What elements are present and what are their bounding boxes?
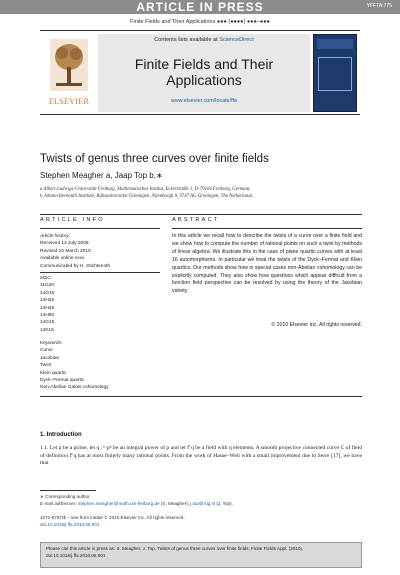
sciencedirect-link[interactable]: ScienceDirect bbox=[219, 37, 254, 43]
abstract-rule bbox=[172, 228, 362, 229]
msc-code: 14G15 bbox=[40, 320, 55, 326]
contents-prefix: Contents lists available at bbox=[154, 37, 220, 43]
email-addresses bbox=[40, 501, 362, 507]
msc-code: 14G15 bbox=[40, 290, 55, 296]
banner-title: ARTICLE IN PRESS bbox=[136, 0, 264, 14]
cover-band bbox=[317, 39, 353, 49]
cover-art bbox=[318, 57, 352, 91]
journal-url-link[interactable]: www.elsevier.com/locate/ffa bbox=[170, 98, 238, 104]
msc-code: 14H50 bbox=[40, 313, 55, 319]
abstract-text: In this article we recall how to describe the twists of a curve over a finite field and we show how to compute the number of rational points on such a twist by methods of linear algebra. We illustrate this in the case of plane quartic curves with at least 16 automorphisms. In particular we treat the twists of the Dyck–Fermat and Klein quartics. Our methods show how in special cases non-Abelian cohomology can be explicitly computed. They also show how questions which appear difficult from a function field perspective can be resolved by using the theory of the Jacobian variety. bbox=[172, 233, 362, 295]
journal-cover-thumbnail bbox=[313, 34, 357, 112]
contents-line bbox=[98, 37, 310, 43]
elsevier-tree-icon bbox=[50, 39, 88, 91]
masthead-center-panel bbox=[98, 34, 310, 112]
elsevier-logo bbox=[44, 37, 94, 111]
keyword: Twist bbox=[40, 363, 51, 369]
email-link-top[interactable]: j.top@rug.nl bbox=[190, 501, 216, 506]
article-authors: Stephen Meagher a, Jaap Top b,∗ bbox=[40, 171, 163, 180]
affiliation-b: b Johann Bernoulli Institute, Rijksuniversiteit Groningen, Nijenborgh 9, 9747 AG Groningen, The Netherlands bbox=[40, 194, 253, 199]
citation-box: Please cite this article in press as: S. Meagher, J. Top, Twists of genus three curves over finite fields, Finite Fields Appl. (2010), doi:10.1016/j.ffa.2010.06.001 bbox=[40, 542, 362, 568]
introduction-heading: 1. Introduction bbox=[40, 432, 82, 438]
abstract-copyright: © 2010 Elsevier Inc. All rights reserved. bbox=[271, 322, 362, 328]
keyword: Curve bbox=[40, 348, 53, 354]
banner-code: YFFTA:775 bbox=[366, 3, 392, 9]
history-received: Received 13 July 2008 bbox=[40, 241, 89, 247]
info-divider-1 bbox=[40, 272, 160, 273]
journal-title: Finite Fields and Their Applications bbox=[134, 56, 274, 88]
article-history bbox=[40, 233, 160, 270]
history-available: Available online xxxx bbox=[40, 256, 85, 262]
journal-masthead bbox=[40, 30, 360, 115]
keyword: Jacobian bbox=[40, 355, 60, 361]
doi-link[interactable]: doi:10.1016/j.ffa.2010.06.001 bbox=[40, 522, 100, 527]
abstract-heading: ABSTRACT bbox=[172, 217, 220, 223]
footnote-rule bbox=[40, 490, 96, 491]
msc-codes bbox=[40, 275, 160, 334]
elsevier-wordmark: ELSEVIER bbox=[48, 97, 90, 106]
section-bottom-rule bbox=[40, 396, 362, 397]
history-revised: Revised 10 March 2010 bbox=[40, 248, 91, 254]
email-link-meagher[interactable]: stephen.meagher@math.uni-freiburg.de bbox=[78, 501, 160, 506]
msc-code: 14K15 bbox=[40, 327, 54, 333]
keywords bbox=[40, 340, 160, 392]
issn-line: 1071-5797/$ – see front matter © 2010 Elsevier Inc. All rights reserved. bbox=[40, 515, 185, 520]
info-rule bbox=[40, 228, 160, 229]
corresponding-author-note: ∗ Corresponding author. bbox=[40, 494, 91, 499]
article-info-heading: ARTICLE INFO bbox=[40, 217, 105, 223]
history-label: Article history: bbox=[40, 234, 71, 239]
keyword: Non-Abelian Galois cohomology bbox=[40, 385, 109, 391]
msc-label: MSC: bbox=[40, 276, 52, 281]
keywords-label: Keywords: bbox=[40, 341, 63, 346]
section-top-rule bbox=[40, 214, 362, 215]
msc-code: 11G20 bbox=[40, 283, 55, 289]
affiliation-a: a Albert-Ludwigs-Universität Freiburg, Mathematisches Institut, Eckerstraße 1, D-79104 Freiburg, Germany bbox=[40, 187, 251, 192]
keyword: Klein quartic bbox=[40, 370, 67, 376]
introduction-paragraph: 1.1. Let p be a prime, let q := pⁿ be an integral power of p and let 𝔽q be a field with q elements. A smooth projective connected curve C of field of definition 𝔽q has at most finitely many rational points. From the work of Hasse–Weil with a small improvement due to Serre [17], we have that bbox=[40, 445, 362, 467]
history-communicated: Communicated by H. Stichtenoth bbox=[40, 263, 111, 269]
running-head: Finite Fields and Their Applications ●●● (●●●●) ●●●–●●● bbox=[130, 19, 270, 25]
email-suffix: (J. Top). bbox=[215, 501, 233, 506]
keyword: Dyck–Fermat quartic bbox=[40, 378, 85, 384]
email-mid: (S. Meagher), bbox=[159, 501, 191, 506]
msc-code: 14H25 bbox=[40, 298, 55, 304]
msc-code: 14H45 bbox=[40, 305, 55, 311]
email-prefix: E-mail addresses: bbox=[40, 501, 79, 506]
article-title: Twists of genus three curves over finite fields bbox=[40, 153, 269, 165]
